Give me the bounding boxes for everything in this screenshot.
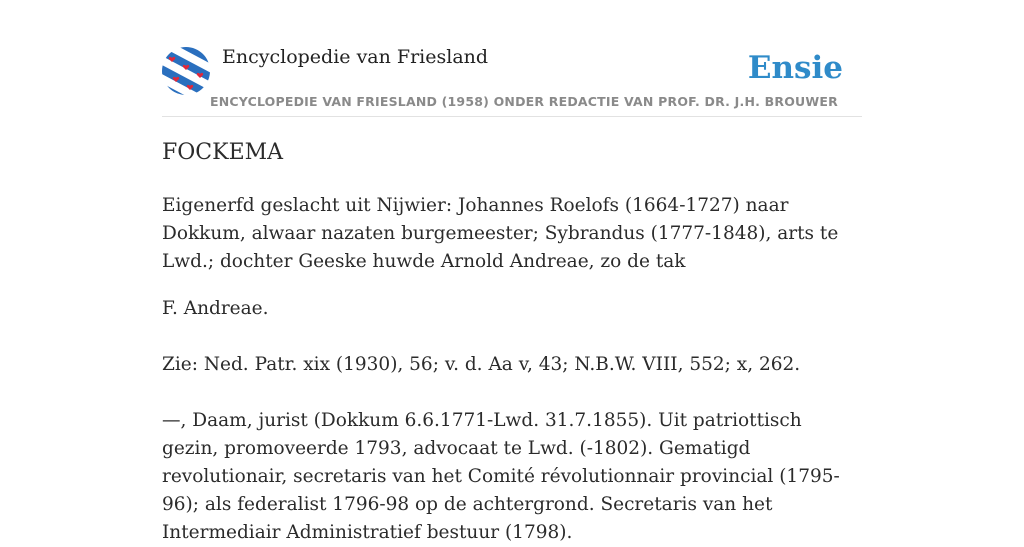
ensie-brand-link[interactable]: Ensie xyxy=(747,50,843,86)
article-paragraph-2: F. Andreae. xyxy=(162,298,269,319)
page xyxy=(162,0,862,543)
site-title[interactable]: Encyclopedie van Friesland xyxy=(222,46,489,68)
article-paragraph-1: Eigenerfd geslacht uit Nijwier: Johannes Roelofs (1664-1727) naar Dokkum, alwaar nazaten burgemeester; Sybrandus (1777-1848), arts te Lwd.; dochter Geeske huwde Arnold Andreae, zo de tak xyxy=(162,195,839,272)
frisian-flag-logo-icon[interactable] xyxy=(162,47,210,95)
article-paragraph-4: —, Daam, jurist (Dokkum 6.6.1771-Lwd. 31.7.1855). Uit patriottisch gezin, promoveerde 1793, advocaat te Lwd. (-1802). Gematigd revolutionair, secretaris van het Comité révolutionnair provincial (1795-96); als federalist 1796-98 op de achtergrond. Secretaris van het Intermediair Administratief bestuur (1798). xyxy=(162,410,840,543)
article-paragraph-3: Zie: Ned. Patr. xix (1930), 56; v. d. Aa v, 43; N.B.W. VIII, 552; x, 262. xyxy=(162,354,801,375)
site-header xyxy=(162,0,862,117)
article-title: FOCKEMA xyxy=(162,140,284,165)
encyclopedia-subtitle: ENCYCLOPEDIE VAN FRIESLAND (1958) ONDER REDACTIE VAN PROF. DR. J.H. BROUWER xyxy=(210,94,838,109)
